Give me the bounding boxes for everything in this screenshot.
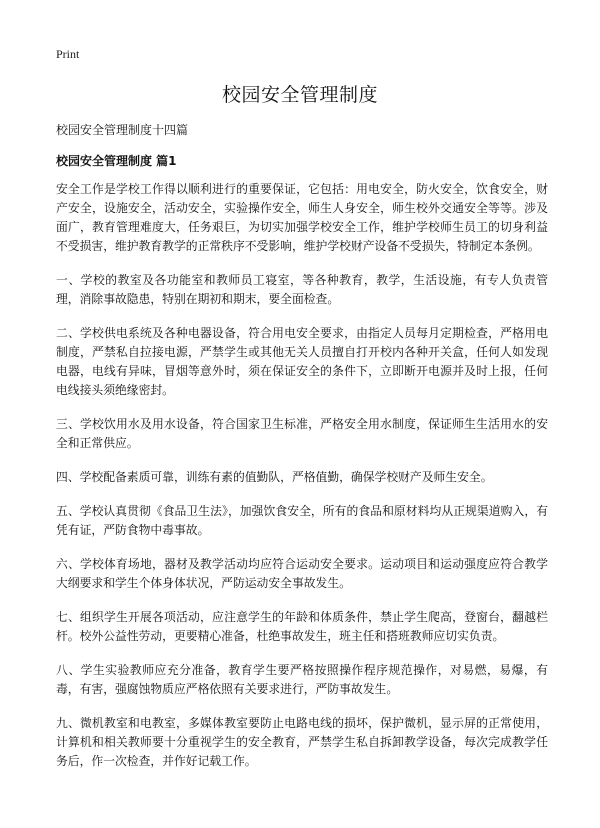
rule-paragraph-5: 五、学校认真贯彻《食品卫生法》，加强饮食安全，所有的食品和原材料均从正规渠道购入，有凭有证，严防食物中毒事故。: [56, 504, 548, 537]
rule-paragraph-1: 一、学校的教室及各功能室和教师员工寝室，等各种教育，教学，生活设施，有专人负责管理，消除事故隐患，特别在期初和期末，要全面检查。: [56, 273, 548, 306]
document-title: 校园安全管理制度: [221, 84, 378, 106]
document-body: [56, 180, 548, 786]
rule-paragraph-4: 四、学校配备素质可靠，训练有素的值勤队，严格值勤，确保学校财产及师生安全。: [56, 470, 493, 484]
rule-paragraph-8: 八、学生实验教师应充分准备，教育学生要严格按照操作程序规范操作，对易燃，易爆，有毒，有害，强腐蚀物质应严格依照有关要求进行，严防事故发生。: [56, 663, 548, 696]
rule-paragraph-9: 九、微机教室和电教室，多媒体教室要防止电路电线的损坏，保护微机，显示屏的正常使用，计算机和相关教师要十分重视学生的安全教育，严禁学生私自拆卸教学设备，每次完成教学任务后，作一次检查，并作好记载工作。: [56, 716, 548, 768]
intro-paragraph: 安全工作是学校工作得以顺利进行的重要保证，它包括：用电安全，防火安全，饮食安全，财产安全，设施安全，活动安全，实验操作安全，师生人身安全，师生校外交通安全等等。涉及面广，教育管理难度大，任务艰巨，为切实加强学校安全工作，维护学校师生员工的切身利益不受损害，维护教育教学的正常秩序不受影响，维护学校财产设备不受损失，特制定本条例。: [56, 182, 548, 253]
rule-paragraph-2: 二、学校供电系统及各种电器设备，符合用电安全要求，由指定人员每月定期检查，严格用电制度，严禁私自拉接电源，严禁学生或其他无关人员擅自打开校内各种开关盒，任何人如发现电器，电线有异味，冒烟等意外时，须在保证安全的条件下，立即断开电源并及时上报，任何电线接头须绝缘密封。: [56, 326, 548, 397]
document-subtitle: 校园安全管理制度十四篇: [56, 123, 189, 137]
section-heading: 校园安全管理制度 篇1: [56, 154, 177, 168]
print-link[interactable]: Print: [56, 47, 80, 61]
rule-paragraph-6: 六、学校体育场地，器材及教学活动均应符合运动安全要求。运动项目和运动强度应符合教学大纲要求和学生个体身体状况，严防运动安全事故发生。: [56, 557, 548, 590]
rule-paragraph-7: 七、组织学生开展各项活动，应注意学生的年龄和体质条件，禁止学生爬高，登窗台，翻越栏杆。校外公益性劳动，更要精心准备，杜绝事故发生，班主任和搭班教师应切实负责。: [56, 610, 548, 643]
rule-paragraph-3: 三、学校饮用水及用水设备，符合国家卫生标准，严格安全用水制度，保证师生生活用水的安全和正常供应。: [56, 417, 548, 450]
